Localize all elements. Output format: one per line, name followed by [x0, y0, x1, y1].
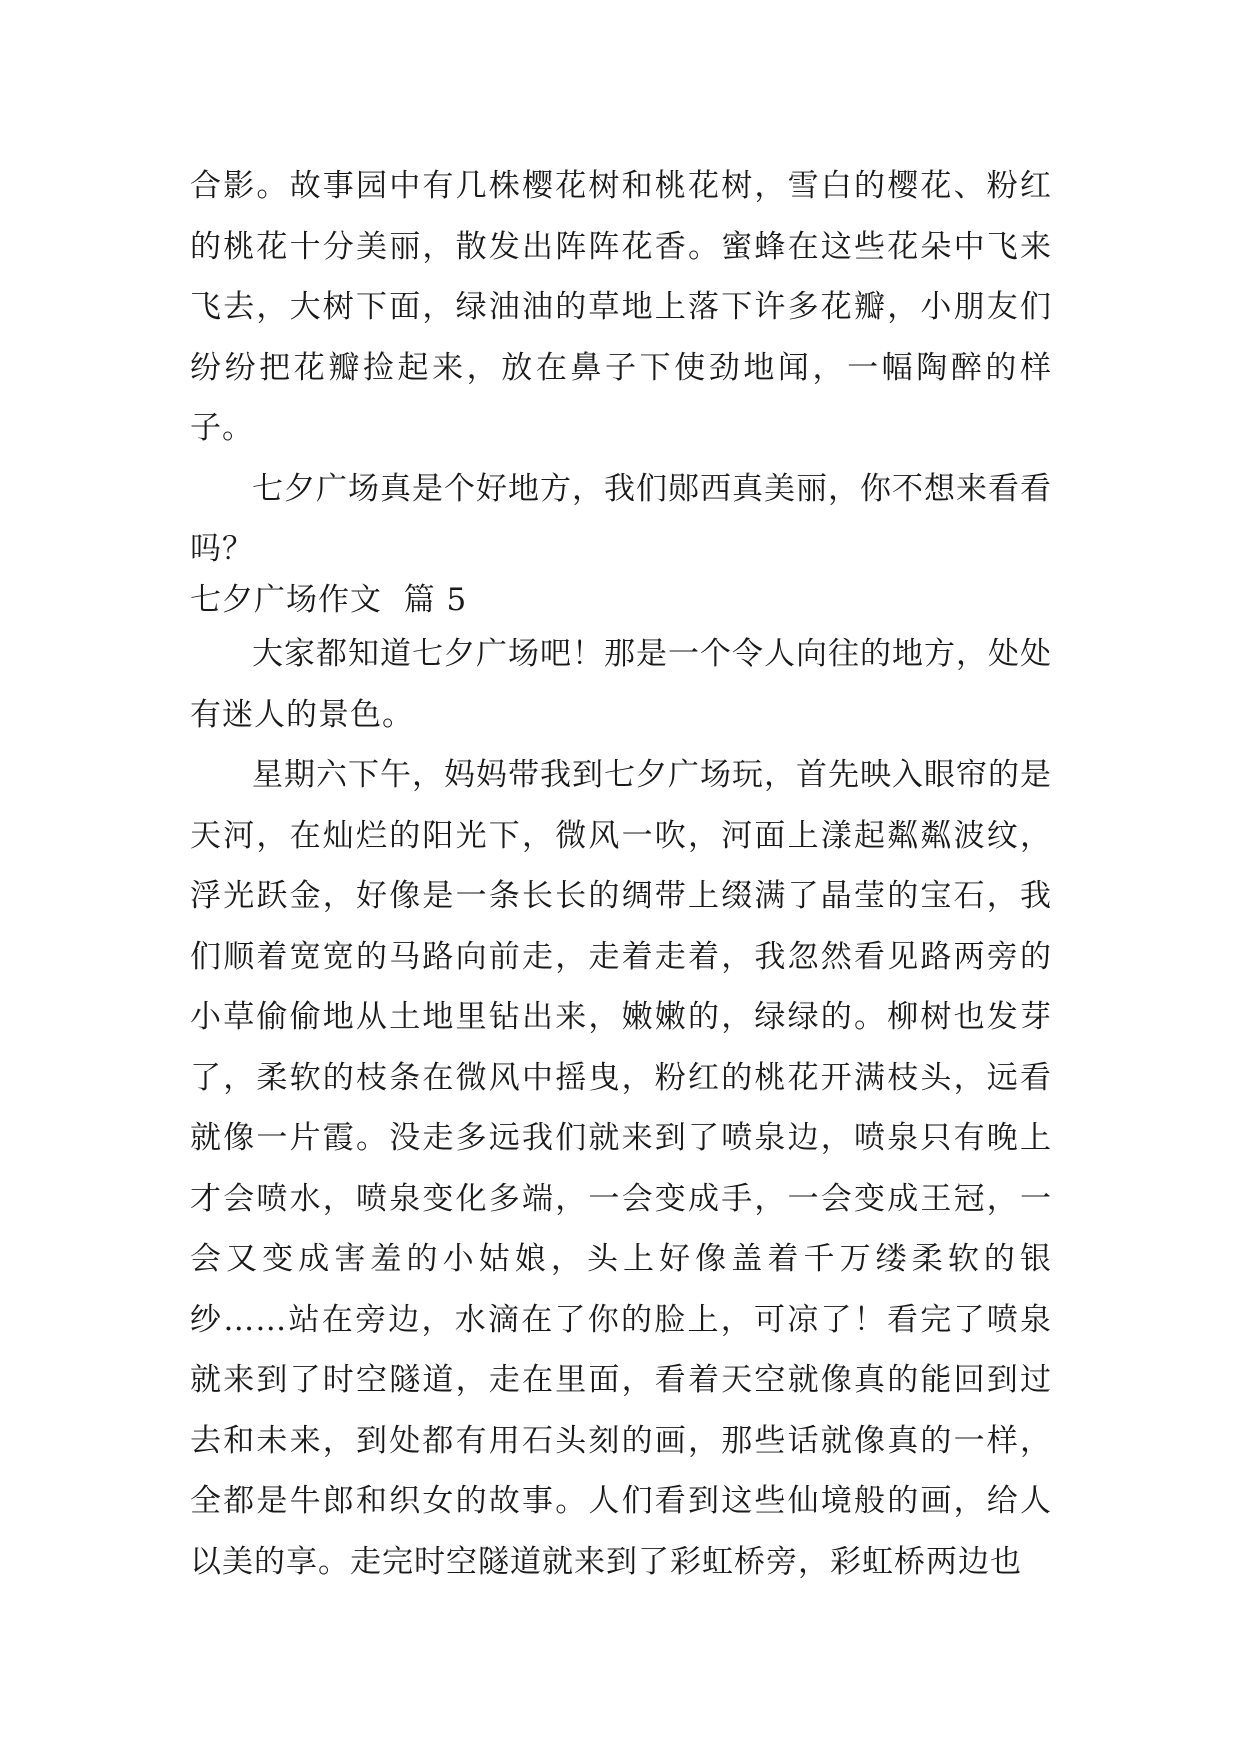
top-text-block — [190, 156, 1052, 580]
paragraph-continued: 合影。故事园中有几株樱花树和桃花树，雪白的樱花、粉红的桃花十分美丽，散发出阵阵花香。蜜蜂在这些花朵中飞来飞去，大树下面，绿油油的草地上落下许多花瓣，小朋友们纷纷把花瓣捡起来，放在鼻子下使劲地闻，一幅陶醉的样子。 — [190, 168, 1052, 446]
bottom-text-block — [190, 624, 1052, 1592]
paragraph: 七夕广场真是个好地方，我们郧西真美丽，你不想来看看吗？ — [190, 470, 1052, 567]
paragraph: 星期六下午，妈妈带我到七夕广场玩，首先映入眼帘的是天河，在灿烂的阳光下，微风一吹，河面上漾起粼粼波纹，浮光跃金，好像是一条长长的绸带上缀满了晶莹的宝石，我们顺着宽宽的马路向前走，走着走着，我忽然看见路两旁的小草偷偷地从土地里钻出来，嫩嫩的，绿绿的。柳树也发芽了，柔软的枝条在微风中摇曳，粉红的桃花开满枝头，远看就像一片霞。没走多远我们就来到了喷泉边，喷泉只有晚上才会喷水，喷泉变化多端，一会变成手，一会变成王冠，一会又变成害羞的小姑娘，头上好像盖着千万缕柔软的银纱……站在旁边，水滴在了你的脸上，可凉了！看完了喷泉就来到了时空隧道，走在里面，看着天空就像真的能回到过去和未来，到处都有用石头刻的画，那些话就像真的一样，全都是牛郎和织女的故事。人们看到这些仙境般的画，给人以美的享。走完时空隧道就来到了彩虹桥旁，彩虹桥两边也 — [190, 757, 1052, 1580]
paragraph: 大家都知道七夕广场吧！那是一个令人向往的地方，处处有迷人的景色。 — [190, 636, 1052, 733]
section-title: 七夕广场作文 篇 5 — [190, 582, 468, 618]
